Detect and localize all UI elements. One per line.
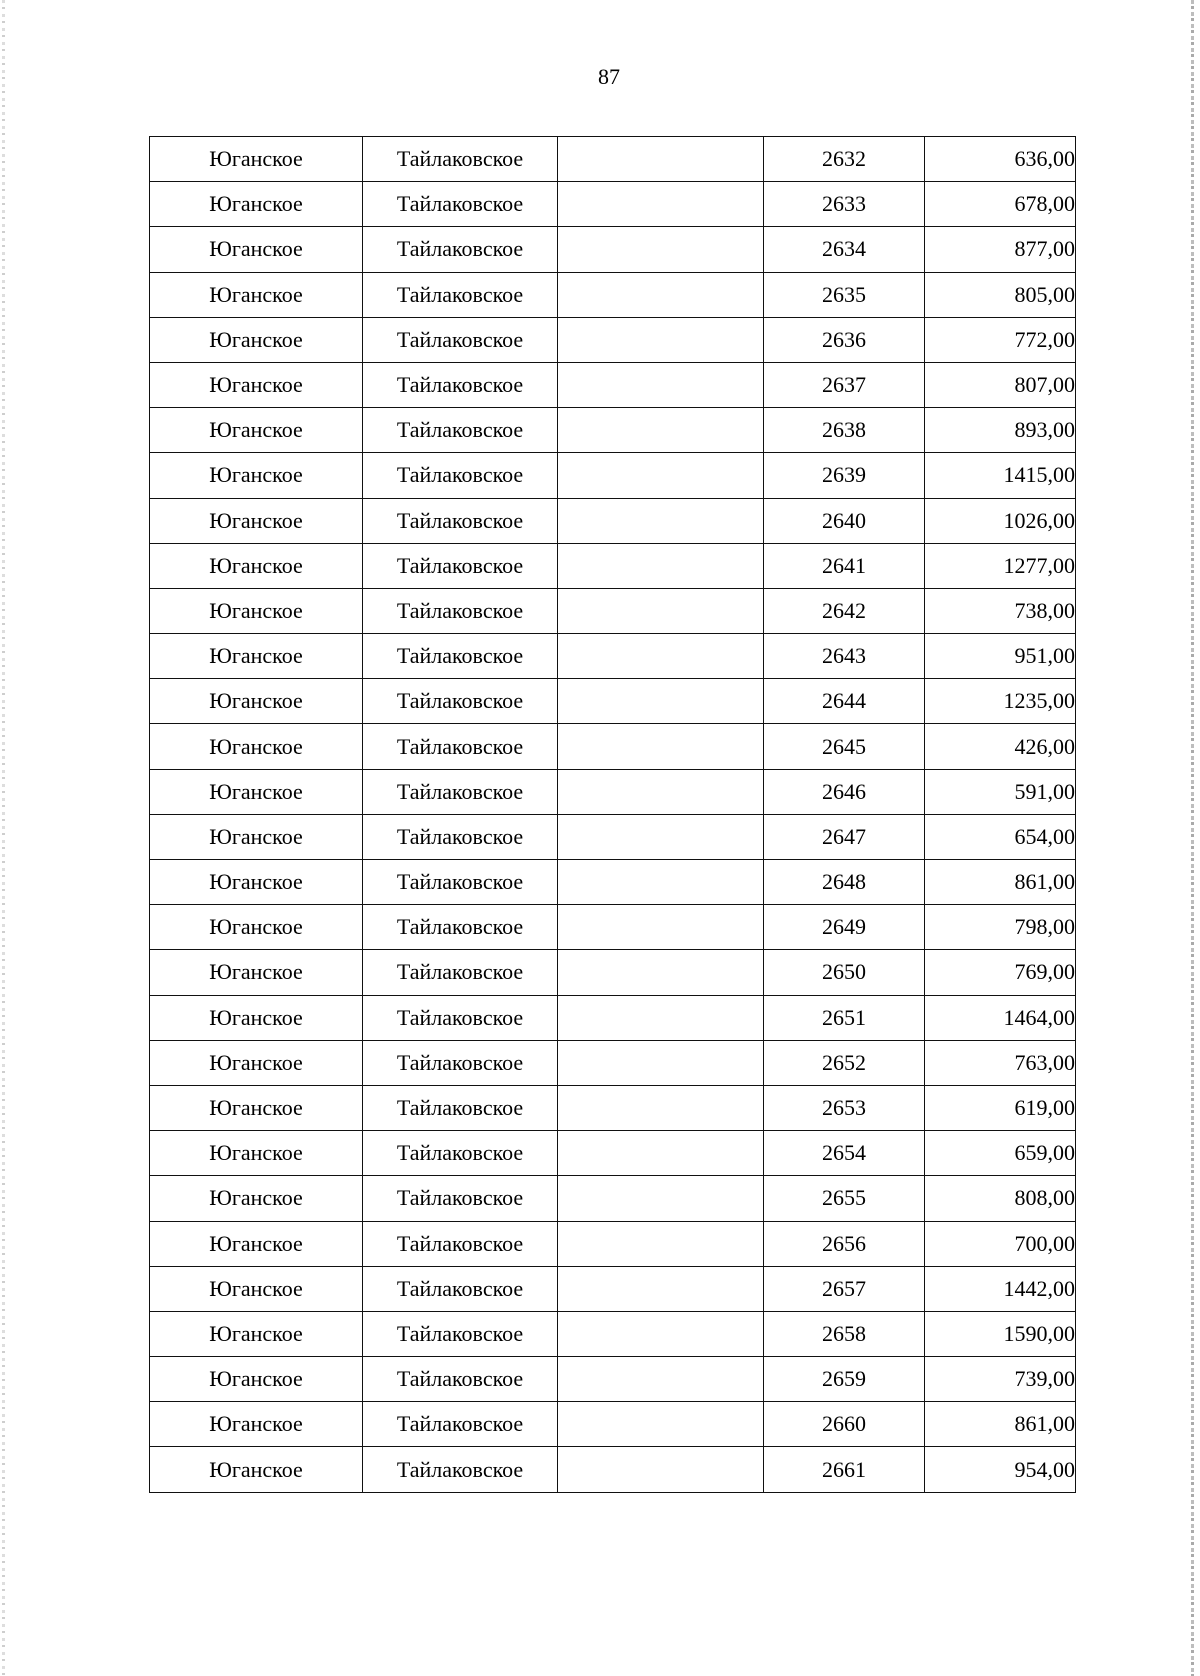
cell-field: Юганское	[150, 679, 363, 724]
table-row	[150, 362, 1076, 407]
cell-area: Тайлаковское	[363, 769, 558, 814]
table-row	[150, 1221, 1076, 1266]
cell-empty	[558, 1131, 764, 1176]
cell-value: 619,00	[925, 1085, 1076, 1130]
cell-empty	[558, 1402, 764, 1447]
cell-number: 2639	[764, 453, 925, 498]
cell-empty	[558, 1266, 764, 1311]
table-row	[150, 995, 1076, 1040]
cell-empty	[558, 588, 764, 633]
cell-number: 2641	[764, 543, 925, 588]
cell-empty	[558, 1311, 764, 1356]
cell-field: Юганское	[150, 634, 363, 679]
cell-empty	[558, 408, 764, 453]
cell-field: Юганское	[150, 1176, 363, 1221]
cell-area: Тайлаковское	[363, 1085, 558, 1130]
cell-value: 1442,00	[925, 1266, 1076, 1311]
cell-number: 2640	[764, 498, 925, 543]
cell-empty	[558, 498, 764, 543]
cell-number: 2655	[764, 1176, 925, 1221]
cell-field: Юганское	[150, 995, 363, 1040]
cell-number: 2635	[764, 272, 925, 317]
table-row	[150, 724, 1076, 769]
cell-empty	[558, 317, 764, 362]
cell-value: 805,00	[925, 272, 1076, 317]
cell-number: 2656	[764, 1221, 925, 1266]
cell-empty	[558, 995, 764, 1040]
table-row	[150, 634, 1076, 679]
cell-field: Юганское	[150, 769, 363, 814]
table-row	[150, 1131, 1076, 1176]
cell-value: 654,00	[925, 814, 1076, 859]
cell-field: Юганское	[150, 1085, 363, 1130]
cell-empty	[558, 137, 764, 182]
cell-area: Тайлаковское	[363, 1402, 558, 1447]
table-row	[150, 182, 1076, 227]
cell-empty	[558, 1176, 764, 1221]
table-row	[150, 1311, 1076, 1356]
table-row	[150, 272, 1076, 317]
scan-edge-left	[2, 0, 5, 1676]
cell-value: 591,00	[925, 769, 1076, 814]
cell-field: Юганское	[150, 317, 363, 362]
cell-field: Юганское	[150, 1131, 363, 1176]
cell-value: 426,00	[925, 724, 1076, 769]
cell-number: 2648	[764, 860, 925, 905]
cell-empty	[558, 905, 764, 950]
cell-area: Тайлаковское	[363, 543, 558, 588]
table-row	[150, 1266, 1076, 1311]
cell-number: 2651	[764, 995, 925, 1040]
cell-number: 2637	[764, 362, 925, 407]
cell-area: Тайлаковское	[363, 905, 558, 950]
cell-field: Юганское	[150, 1311, 363, 1356]
cell-empty	[558, 1085, 764, 1130]
table-row	[150, 679, 1076, 724]
cell-field: Юганское	[150, 724, 363, 769]
cell-number: 2642	[764, 588, 925, 633]
cell-number: 2636	[764, 317, 925, 362]
cell-area: Тайлаковское	[363, 1357, 558, 1402]
cell-number: 2660	[764, 1402, 925, 1447]
cell-area: Тайлаковское	[363, 1040, 558, 1085]
cell-value: 772,00	[925, 317, 1076, 362]
cell-empty	[558, 1040, 764, 1085]
cell-number: 2638	[764, 408, 925, 453]
cell-field: Юганское	[150, 137, 363, 182]
cell-value: 769,00	[925, 950, 1076, 995]
cell-number: 2652	[764, 1040, 925, 1085]
cell-area: Тайлаковское	[363, 814, 558, 859]
cell-empty	[558, 1357, 764, 1402]
table-row	[150, 905, 1076, 950]
cell-value: 659,00	[925, 1131, 1076, 1176]
cell-value: 808,00	[925, 1176, 1076, 1221]
cell-empty	[558, 182, 764, 227]
cell-empty	[558, 362, 764, 407]
cell-value: 738,00	[925, 588, 1076, 633]
cell-number: 2634	[764, 227, 925, 272]
cell-number: 2632	[764, 137, 925, 182]
cell-area: Тайлаковское	[363, 1221, 558, 1266]
cell-empty	[558, 814, 764, 859]
table-row	[150, 950, 1076, 995]
cell-value: 636,00	[925, 137, 1076, 182]
cell-area: Тайлаковское	[363, 679, 558, 724]
cell-area: Тайлаковское	[363, 995, 558, 1040]
cell-empty	[558, 724, 764, 769]
table-row	[150, 860, 1076, 905]
cell-value: 700,00	[925, 1221, 1076, 1266]
cell-area: Тайлаковское	[363, 408, 558, 453]
cell-empty	[558, 1447, 764, 1492]
cell-number: 2653	[764, 1085, 925, 1130]
cell-area: Тайлаковское	[363, 182, 558, 227]
table-row	[150, 408, 1076, 453]
cell-field: Юганское	[150, 543, 363, 588]
cell-empty	[558, 679, 764, 724]
table-row	[150, 1402, 1076, 1447]
cell-empty	[558, 950, 764, 995]
cell-field: Юганское	[150, 1402, 363, 1447]
cell-field: Юганское	[150, 860, 363, 905]
cell-empty	[558, 272, 764, 317]
cell-area: Тайлаковское	[363, 724, 558, 769]
table-row	[150, 453, 1076, 498]
cell-empty	[558, 1221, 764, 1266]
table-row	[150, 227, 1076, 272]
cell-number: 2647	[764, 814, 925, 859]
table-row	[150, 769, 1076, 814]
cell-number: 2650	[764, 950, 925, 995]
cell-value: 1590,00	[925, 1311, 1076, 1356]
cell-area: Тайлаковское	[363, 1447, 558, 1492]
cell-value: 1026,00	[925, 498, 1076, 543]
cell-field: Юганское	[150, 1266, 363, 1311]
cell-field: Юганское	[150, 1040, 363, 1085]
cell-field: Юганское	[150, 905, 363, 950]
cell-area: Тайлаковское	[363, 453, 558, 498]
cell-number: 2643	[764, 634, 925, 679]
cell-area: Тайлаковское	[363, 588, 558, 633]
cell-number: 2658	[764, 1311, 925, 1356]
cell-empty	[558, 634, 764, 679]
cell-area: Тайлаковское	[363, 227, 558, 272]
cell-field: Юганское	[150, 950, 363, 995]
cell-number: 2661	[764, 1447, 925, 1492]
cell-number: 2659	[764, 1357, 925, 1402]
cell-field: Юганское	[150, 227, 363, 272]
cell-value: 951,00	[925, 634, 1076, 679]
table-row	[150, 814, 1076, 859]
cell-value: 807,00	[925, 362, 1076, 407]
cell-field: Юганское	[150, 362, 363, 407]
cell-area: Тайлаковское	[363, 1266, 558, 1311]
cell-value: 1464,00	[925, 995, 1076, 1040]
table-body	[150, 137, 1076, 1493]
cell-value: 1277,00	[925, 543, 1076, 588]
cell-field: Юганское	[150, 1357, 363, 1402]
cell-value: 1415,00	[925, 453, 1076, 498]
cell-empty	[558, 769, 764, 814]
cell-field: Юганское	[150, 498, 363, 543]
cell-number: 2644	[764, 679, 925, 724]
cell-value: 1235,00	[925, 679, 1076, 724]
cell-area: Тайлаковское	[363, 317, 558, 362]
cell-field: Юганское	[150, 814, 363, 859]
cell-field: Юганское	[150, 272, 363, 317]
table-row	[150, 1357, 1076, 1402]
cell-area: Тайлаковское	[363, 137, 558, 182]
table-row	[150, 588, 1076, 633]
cell-number: 2633	[764, 182, 925, 227]
cell-value: 877,00	[925, 227, 1076, 272]
cell-field: Юганское	[150, 182, 363, 227]
cell-area: Тайлаковское	[363, 860, 558, 905]
table-row	[150, 1447, 1076, 1492]
cell-value: 763,00	[925, 1040, 1076, 1085]
cell-area: Тайлаковское	[363, 272, 558, 317]
cell-field: Юганское	[150, 408, 363, 453]
cell-value: 798,00	[925, 905, 1076, 950]
cell-empty	[558, 543, 764, 588]
cell-empty	[558, 453, 764, 498]
table-row	[150, 137, 1076, 182]
cell-value: 861,00	[925, 860, 1076, 905]
cell-area: Тайлаковское	[363, 498, 558, 543]
cell-empty	[558, 227, 764, 272]
cell-field: Юганское	[150, 588, 363, 633]
table-row	[150, 317, 1076, 362]
data-table	[149, 136, 1076, 1493]
cell-area: Тайлаковское	[363, 1311, 558, 1356]
cell-empty	[558, 860, 764, 905]
cell-area: Тайлаковское	[363, 362, 558, 407]
cell-number: 2645	[764, 724, 925, 769]
cell-value: 893,00	[925, 408, 1076, 453]
cell-number: 2646	[764, 769, 925, 814]
table-row	[150, 543, 1076, 588]
cell-area: Тайлаковское	[363, 634, 558, 679]
cell-number: 2649	[764, 905, 925, 950]
table-row	[150, 1040, 1076, 1085]
scan-edge-right	[1191, 0, 1194, 1676]
cell-field: Юганское	[150, 1221, 363, 1266]
cell-value: 678,00	[925, 182, 1076, 227]
cell-area: Тайлаковское	[363, 950, 558, 995]
table-row	[150, 1176, 1076, 1221]
table-row	[150, 498, 1076, 543]
cell-field: Юганское	[150, 1447, 363, 1492]
cell-value: 861,00	[925, 1402, 1076, 1447]
cell-value: 954,00	[925, 1447, 1076, 1492]
cell-number: 2657	[764, 1266, 925, 1311]
cell-area: Тайлаковское	[363, 1176, 558, 1221]
cell-number: 2654	[764, 1131, 925, 1176]
cell-area: Тайлаковское	[363, 1131, 558, 1176]
page-number: 87	[598, 64, 620, 89]
table-row	[150, 1085, 1076, 1130]
cell-value: 739,00	[925, 1357, 1076, 1402]
cell-field: Юганское	[150, 453, 363, 498]
